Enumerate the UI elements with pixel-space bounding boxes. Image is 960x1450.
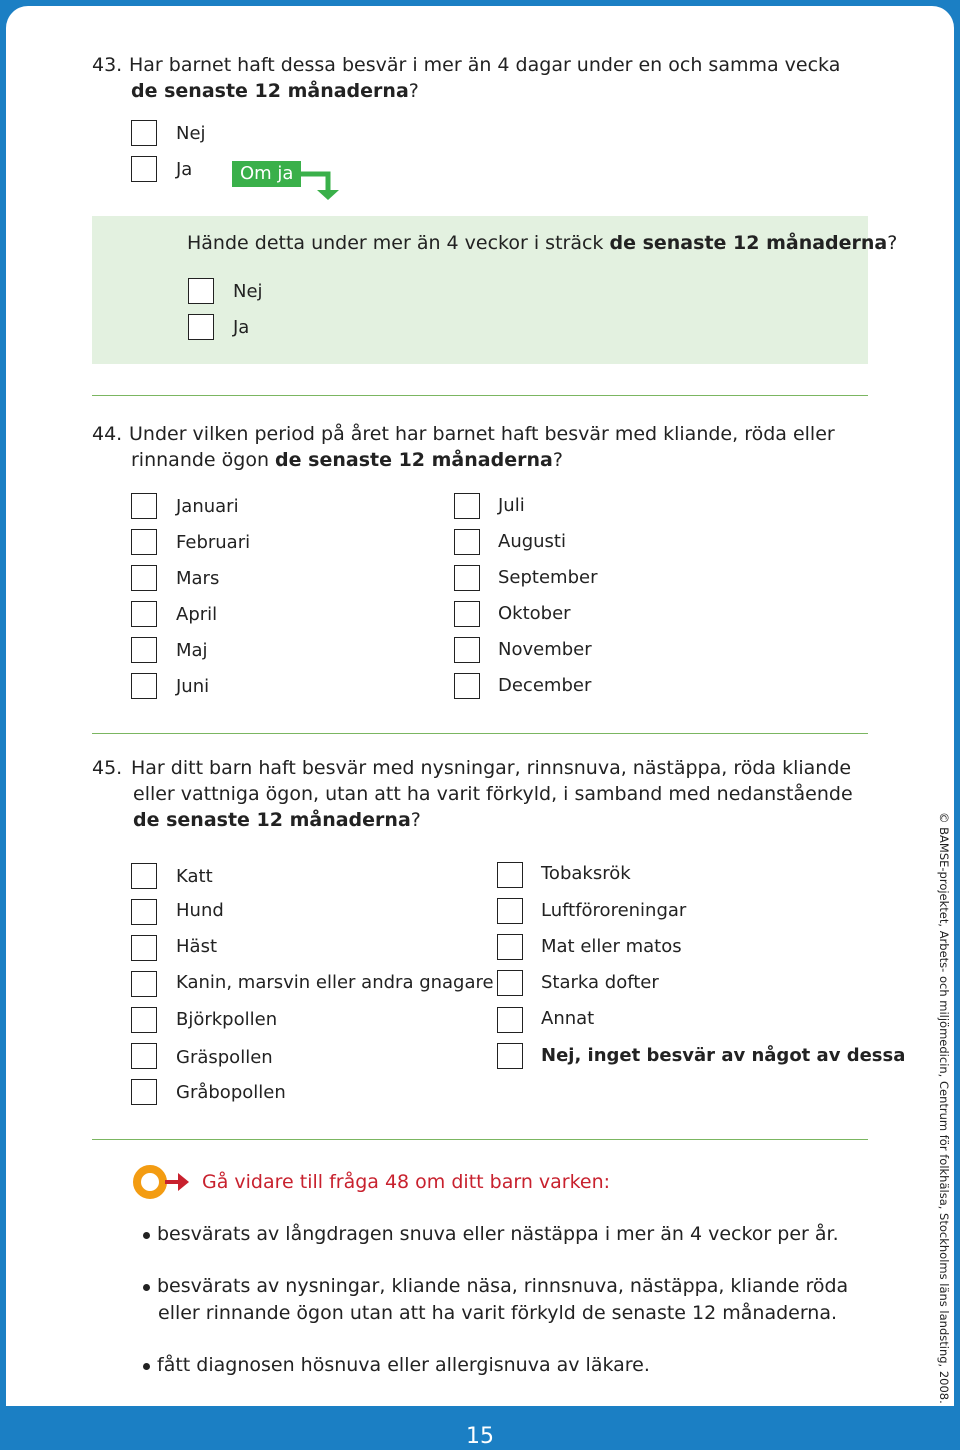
trigger-label-nej: Nej, inget besvär av något av dessa xyxy=(541,1045,906,1066)
month-checkbox-mars[interactable] xyxy=(131,565,157,591)
q43-sub-question xyxy=(187,230,897,256)
trigger-label-kanin: Kanin, marsvin eller andra gnagare xyxy=(176,972,494,993)
q43-nej-label: Nej xyxy=(176,123,206,144)
month-checkbox-februari[interactable] xyxy=(131,529,157,555)
month-checkbox-maj[interactable] xyxy=(131,637,157,663)
month-checkbox-september[interactable] xyxy=(454,565,480,591)
q45-text2: eller vattniga ögon, utan att ha varit förkyld, i samband med nedanstående xyxy=(133,783,853,805)
month-checkbox-juli[interactable] xyxy=(454,493,480,519)
q43-text-line2 xyxy=(131,78,419,104)
q44-end: ? xyxy=(552,449,563,471)
trigger-checkbox-nej[interactable] xyxy=(497,1043,523,1069)
q43-text: Har barnet haft dessa besvär i mer än 4 dagar under en och samma vecka xyxy=(129,54,841,76)
om-ja-arrow-icon xyxy=(300,166,350,202)
q45-bold: de senaste 12 månaderna xyxy=(133,809,411,831)
q44-text-line2 xyxy=(131,447,563,473)
q44-number: 44. xyxy=(92,423,123,445)
q43-end: ? xyxy=(408,80,419,102)
month-label-maj: Maj xyxy=(176,640,208,661)
trigger-checkbox-annat[interactable] xyxy=(497,1007,523,1033)
month-label-mars: Mars xyxy=(176,568,220,589)
q43-sub-nej-label: Nej xyxy=(233,281,263,302)
copyright-side-text: © BAMSE-projektet, Arbets- och miljömedicin, Centrum för folkhälsa, Stockholms läns landsting, 2008. xyxy=(937,812,951,1404)
skip-bullet-1: besvärats av långdragen snuva eller nästäppa i mer än 4 veckor per år. xyxy=(157,1223,839,1245)
month-checkbox-januari[interactable] xyxy=(131,493,157,519)
q43-ja-label: Ja xyxy=(176,159,193,180)
skip-arrow-icon xyxy=(132,1164,194,1200)
q43-number: 43. xyxy=(92,54,123,76)
q45-text: Har ditt barn haft besvär med nysningar, rinnsnuva, nästäppa, röda kliande xyxy=(131,757,852,779)
month-label-juni: Juni xyxy=(176,676,210,697)
divider xyxy=(92,395,868,396)
trigger-label-annat: Annat xyxy=(541,1008,595,1029)
q44-text: Under vilken period på året har barnet haft besvär med kliande, röda eller xyxy=(129,423,835,445)
month-checkbox-november[interactable] xyxy=(454,637,480,663)
month-checkbox-augusti[interactable] xyxy=(454,529,480,555)
trigger-checkbox-bjorkpollen[interactable] xyxy=(131,1007,157,1033)
trigger-checkbox-hund[interactable] xyxy=(131,899,157,925)
q45-text-line3 xyxy=(133,807,421,833)
month-checkbox-april[interactable] xyxy=(131,601,157,627)
q43-sub-bold: de senaste 12 månaderna xyxy=(609,232,888,254)
trigger-label-starka-dofter: Starka dofter xyxy=(541,972,659,993)
month-label-februari: Februari xyxy=(176,532,251,553)
trigger-label-grabopollen: Gråbopollen xyxy=(176,1082,286,1103)
month-label-april: April xyxy=(176,604,218,625)
q43-sub-nej-checkbox[interactable] xyxy=(188,278,214,304)
trigger-label-graspollen: Gräspollen xyxy=(176,1047,273,1068)
trigger-checkbox-hast[interactable] xyxy=(131,935,157,961)
bullet-dot xyxy=(143,1363,150,1370)
q44-bold: de senaste 12 månaderna xyxy=(275,449,553,471)
skip-bullet-2: besvärats av nysningar, kliande näsa, rinnsnuva, nästäppa, kliande röda xyxy=(157,1275,849,1297)
month-label-september: September xyxy=(498,567,598,588)
trigger-checkbox-graspollen[interactable] xyxy=(131,1043,157,1069)
trigger-checkbox-katt[interactable] xyxy=(131,863,157,889)
trigger-label-luftfororeningar: Luftföroreningar xyxy=(541,900,687,921)
month-label-augusti: Augusti xyxy=(498,531,566,552)
trigger-label-hund: Hund xyxy=(176,900,224,921)
trigger-label-bjorkpollen: Björkpollen xyxy=(176,1009,278,1030)
q43-bold: de senaste 12 månaderna xyxy=(131,80,409,102)
trigger-checkbox-kanin[interactable] xyxy=(131,971,157,997)
bullet-dot xyxy=(143,1284,150,1291)
month-checkbox-juni[interactable] xyxy=(131,673,157,699)
om-ja-tag: Om ja xyxy=(232,161,301,187)
trigger-checkbox-tobaksrok[interactable] xyxy=(497,862,523,888)
trigger-checkbox-starka-dofter[interactable] xyxy=(497,970,523,996)
month-label-oktober: Oktober xyxy=(498,603,571,624)
q43-sub-end: ? xyxy=(887,232,898,254)
q45-end: ? xyxy=(410,809,421,831)
bullet-dot xyxy=(143,1232,150,1239)
trigger-label-mat: Mat eller matos xyxy=(541,936,682,957)
page xyxy=(6,6,954,1406)
q44-text2: rinnande ögon xyxy=(131,449,276,471)
q43-sub-text: Hände detta under mer än 4 veckor i sträck xyxy=(187,232,610,254)
divider xyxy=(92,1139,868,1140)
skip-bullet-2-cont: eller rinnande ögon utan att ha varit förkyld de senaste 12 månaderna. xyxy=(158,1302,838,1324)
q43-sub-ja-checkbox[interactable] xyxy=(188,314,214,340)
month-checkbox-oktober[interactable] xyxy=(454,601,480,627)
trigger-label-tobaksrok: Tobaksrök xyxy=(541,863,631,884)
trigger-label-hast: Häst xyxy=(176,936,218,957)
month-checkbox-december[interactable] xyxy=(454,673,480,699)
trigger-checkbox-grabopollen[interactable] xyxy=(131,1079,157,1105)
q43-ja-checkbox[interactable] xyxy=(131,156,157,182)
trigger-label-katt: Katt xyxy=(176,866,213,887)
month-label-januari: Januari xyxy=(176,496,239,517)
skip-heading: Gå vidare till fråga 48 om ditt barn varken: xyxy=(202,1171,611,1193)
trigger-checkbox-mat[interactable] xyxy=(497,934,523,960)
month-label-november: November xyxy=(498,639,592,660)
month-label-december: December xyxy=(498,675,592,696)
trigger-checkbox-luftfororeningar[interactable] xyxy=(497,898,523,924)
divider xyxy=(92,733,868,734)
q43-nej-checkbox[interactable] xyxy=(131,120,157,146)
month-label-juli: Juli xyxy=(498,495,525,516)
page-number: 15 xyxy=(466,1424,494,1449)
skip-bullet-3: fått diagnosen hösnuva eller allergisnuva av läkare. xyxy=(157,1354,650,1376)
q45-number: 45. xyxy=(92,757,123,779)
q43-sub-ja-label: Ja xyxy=(233,317,250,338)
